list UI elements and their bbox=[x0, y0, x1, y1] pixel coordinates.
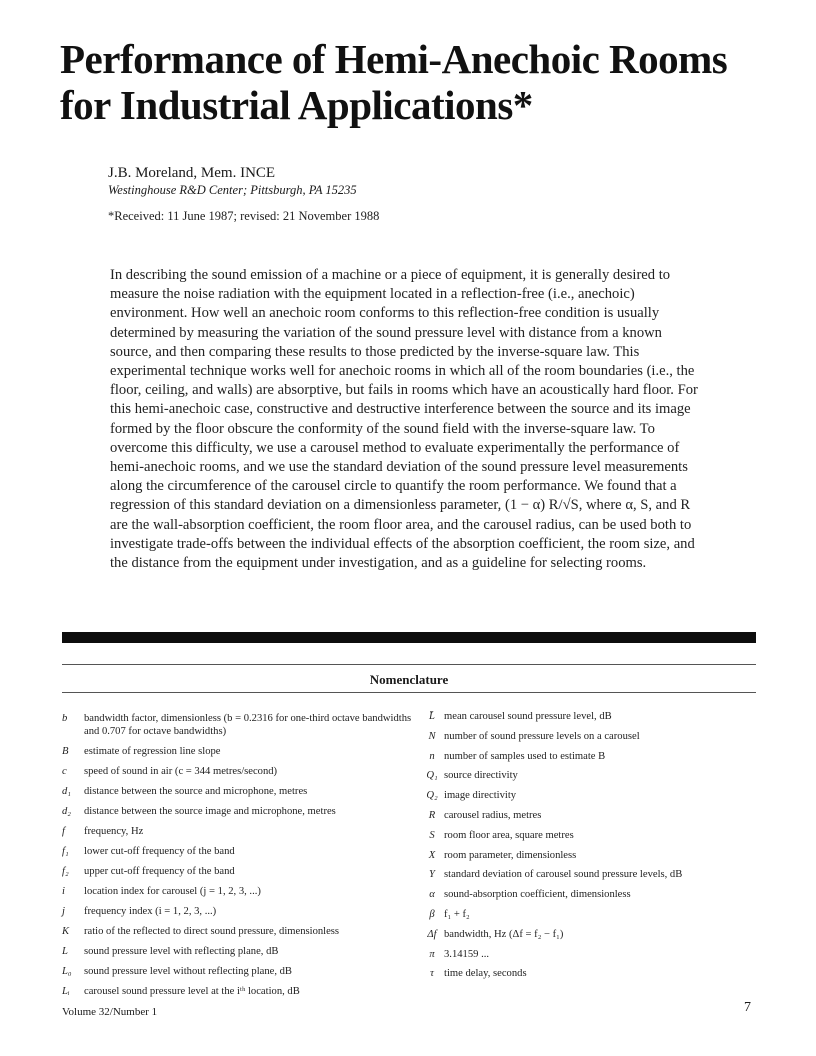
nomenclature-symbol: Δf bbox=[427, 928, 437, 940]
nomenclature-definition: number of samples used to estimate B bbox=[444, 750, 606, 762]
nomenclature-entry bbox=[62, 965, 418, 985]
nomenclature-definition: distance between the source image and microphone, metres bbox=[84, 806, 336, 817]
nomenclature-definition: bandwidth, Hz (Δf = f₂ − f₁) bbox=[444, 928, 564, 940]
section-divider-bar bbox=[62, 632, 756, 643]
nomenclature-symbol: b bbox=[62, 713, 68, 724]
nomenclature-symbol: S bbox=[429, 829, 435, 841]
nomenclature-symbol: d₂ bbox=[62, 806, 71, 817]
nomenclature-symbol: τ bbox=[430, 968, 434, 980]
nomenclature-symbol: B bbox=[62, 746, 69, 757]
received-note: *Received: 11 June 1987; revised: 21 November 1988 bbox=[108, 209, 380, 223]
title-line-2: for Industrial Applications* bbox=[60, 82, 533, 128]
nomenclature-entry bbox=[62, 865, 418, 885]
nomenclature-symbol: f₁ bbox=[62, 846, 69, 857]
nomenclature-definition: frequency, Hz bbox=[84, 826, 144, 837]
nomenclature-symbol: Q₁ bbox=[426, 770, 438, 782]
title-line-1: Performance of Hemi-Anechoic Rooms bbox=[60, 36, 728, 82]
nomenclature-entry bbox=[420, 710, 756, 730]
nomenclature-entry bbox=[62, 925, 418, 945]
nomenclature-symbol: i bbox=[62, 886, 65, 897]
nomenclature-definition: room parameter, dimensionless bbox=[444, 849, 577, 861]
nomenclature-symbol: Lᵢ bbox=[62, 986, 70, 997]
nomenclature-symbol: L bbox=[62, 946, 68, 957]
abstract: In describing the sound emission of a machine or a piece of equipment, it is generally desired to measure the noise radiation with the equipment located in a reflection-free (i.e., anechoic) environment. How well an anechoic room conforms to this reflection-free condition is usually determined by measuring the variation of the sound pressure level with distance from a known source, and then comparing these results to those predicted by the inverse-square law. This experimental technique works well for anechoic rooms in which all of the room boundaries (i.e., the floor, ceiling, and walls) are absorptive, but fails in rooms which have an acoustically hard floor. For this hemi-anechoic case, constructive and destructive interference between the source and its image formed by the floor obscure the conformity of the sound field with the inverse-square law. To overcome this difficulty, we use a carousel method to evaluate experimentally the performance of hemi-anechoic rooms, and we use the standard deviation of the sound pressure level measurements along the circumference of the carousel circle to quantify the room performance. We found that a regression of this standard deviation on a dimensionless parameter, (1 − α) R/√S, where α, S, and R are the wall-absorption coefficient, the room floor area, and the carousel radius, can be used both to investigate trade-offs between the individual effects of the absorption coefficient, the room size, and the distance from the equipment under investigation, and as a guideline for selecting rooms. bbox=[110, 267, 698, 572]
nomenclature-symbol: X bbox=[428, 849, 436, 861]
nomenclature-entry bbox=[420, 809, 756, 829]
nomenclature-entry bbox=[420, 928, 756, 948]
nomenclature-symbol: L₀ bbox=[62, 966, 72, 977]
nomenclature-entry bbox=[62, 945, 418, 965]
nomenclature-entry bbox=[62, 825, 418, 845]
nomenclature-definition: frequency index (i = 1, 2, 3, ...) bbox=[84, 906, 217, 917]
author-affiliation: Westinghouse R&D Center; Pittsburgh, PA 15235 bbox=[108, 183, 357, 197]
nomenclature-heading: Nomenclature bbox=[369, 672, 449, 687]
nomenclature-symbol: Q₂ bbox=[426, 790, 438, 802]
nomenclature-definition: standard deviation of carousel sound pressure levels, dB bbox=[444, 869, 683, 881]
nomenclature-definition: 3.14159 ... bbox=[444, 948, 490, 960]
nomenclature-entry bbox=[62, 805, 418, 825]
nomenclature-definition: source directivity bbox=[444, 770, 518, 782]
nomenclature-symbol: j bbox=[62, 906, 65, 917]
nomenclature-entry bbox=[62, 712, 418, 745]
nomenclature-entry bbox=[62, 985, 418, 1005]
nomenclature-symbol: Y bbox=[429, 869, 435, 881]
nomenclature-entry bbox=[62, 765, 418, 785]
nomenclature-entry bbox=[420, 829, 756, 849]
nomenclature-symbol: π bbox=[429, 948, 435, 960]
paper-title bbox=[60, 36, 760, 128]
nomenclature-symbol: n bbox=[429, 750, 435, 762]
nomenclature-definition: number of sound pressure levels on a carousel bbox=[444, 730, 640, 742]
nomenclature-definition: image directivity bbox=[444, 790, 517, 802]
nomenclature-entry bbox=[420, 868, 756, 888]
nomenclature-definition: mean carousel sound pressure level, dB bbox=[444, 711, 612, 722]
nomenclature-symbol: f bbox=[62, 826, 65, 837]
nomenclature-definition: distance between the source and microphone, metres bbox=[84, 786, 308, 797]
nomenclature-entry bbox=[62, 845, 418, 865]
nomenclature-symbol: α bbox=[429, 889, 435, 901]
nomenclature-definition: carousel sound pressure level at the iᵗʰ location, dB bbox=[84, 986, 300, 997]
nomenclature-definition: f₁ + f₂ bbox=[444, 908, 470, 920]
author-name: J.B. Moreland, Mem. INCE bbox=[108, 165, 276, 181]
nomenclature-definition: carousel radius, metres bbox=[444, 809, 542, 821]
nomenclature-definition: speed of sound in air (c = 344 metres/second) bbox=[84, 766, 278, 777]
nomenclature-entry bbox=[420, 769, 756, 789]
nomenclature-entry bbox=[420, 750, 756, 770]
nomenclature-entry bbox=[62, 745, 418, 765]
nomenclature-definition: lower cut-off frequency of the band bbox=[84, 846, 235, 857]
nomenclature-entry bbox=[420, 789, 756, 809]
nomenclature-entry bbox=[62, 905, 418, 925]
nomenclature-entry bbox=[420, 908, 756, 928]
nomenclature-symbol: β bbox=[429, 908, 435, 920]
nomenclature-top-rule bbox=[62, 664, 756, 665]
nomenclature-definition: estimate of regression line slope bbox=[84, 746, 221, 757]
nomenclature-entry bbox=[420, 948, 756, 968]
nomenclature-symbol: L̄ bbox=[429, 711, 435, 722]
author-block bbox=[108, 164, 708, 224]
nomenclature-entry bbox=[420, 730, 756, 750]
page-number: 7 bbox=[744, 1000, 751, 1015]
nomenclature-entry bbox=[62, 885, 418, 905]
nomenclature-definition: location index for carousel (j = 1, 2, 3, ...) bbox=[84, 886, 261, 897]
nomenclature-symbol: f₂ bbox=[62, 866, 69, 877]
nomenclature-definition: time delay, seconds bbox=[444, 968, 527, 980]
nomenclature-definition: upper cut-off frequency of the band bbox=[84, 866, 235, 877]
nomenclature-entry bbox=[420, 849, 756, 869]
nomenclature-entry bbox=[62, 785, 418, 805]
nomenclature-entry bbox=[420, 967, 756, 987]
nomenclature-right-column bbox=[420, 710, 756, 987]
nomenclature-definition: room floor area, square metres bbox=[444, 829, 574, 841]
nomenclature-symbol: c bbox=[62, 766, 67, 777]
nomenclature-definition: bandwidth factor, dimensionless (b = 0.2316 for one-third octave bandwidths and 0.707 for octave bandwidths) bbox=[84, 713, 412, 737]
nomenclature-entry bbox=[420, 888, 756, 908]
nomenclature-definition: sound-absorption coefficient, dimensionless bbox=[444, 889, 631, 901]
nomenclature-bottom-rule bbox=[62, 692, 756, 693]
nomenclature-symbol: d₁ bbox=[62, 786, 71, 797]
nomenclature-left-column bbox=[62, 712, 418, 1005]
nomenclature-symbol: N bbox=[428, 730, 436, 742]
nomenclature-symbol: R bbox=[428, 809, 436, 821]
nomenclature-definition: ratio of the reflected to direct sound pressure, dimensionless bbox=[84, 926, 340, 937]
nomenclature-definition: sound pressure level with reflecting plane, dB bbox=[84, 946, 279, 957]
journal-footer: Volume 32/Number 1 bbox=[62, 1006, 158, 1018]
nomenclature-symbol: K bbox=[62, 926, 70, 937]
nomenclature-definition: sound pressure level without reflecting plane, dB bbox=[84, 966, 292, 977]
